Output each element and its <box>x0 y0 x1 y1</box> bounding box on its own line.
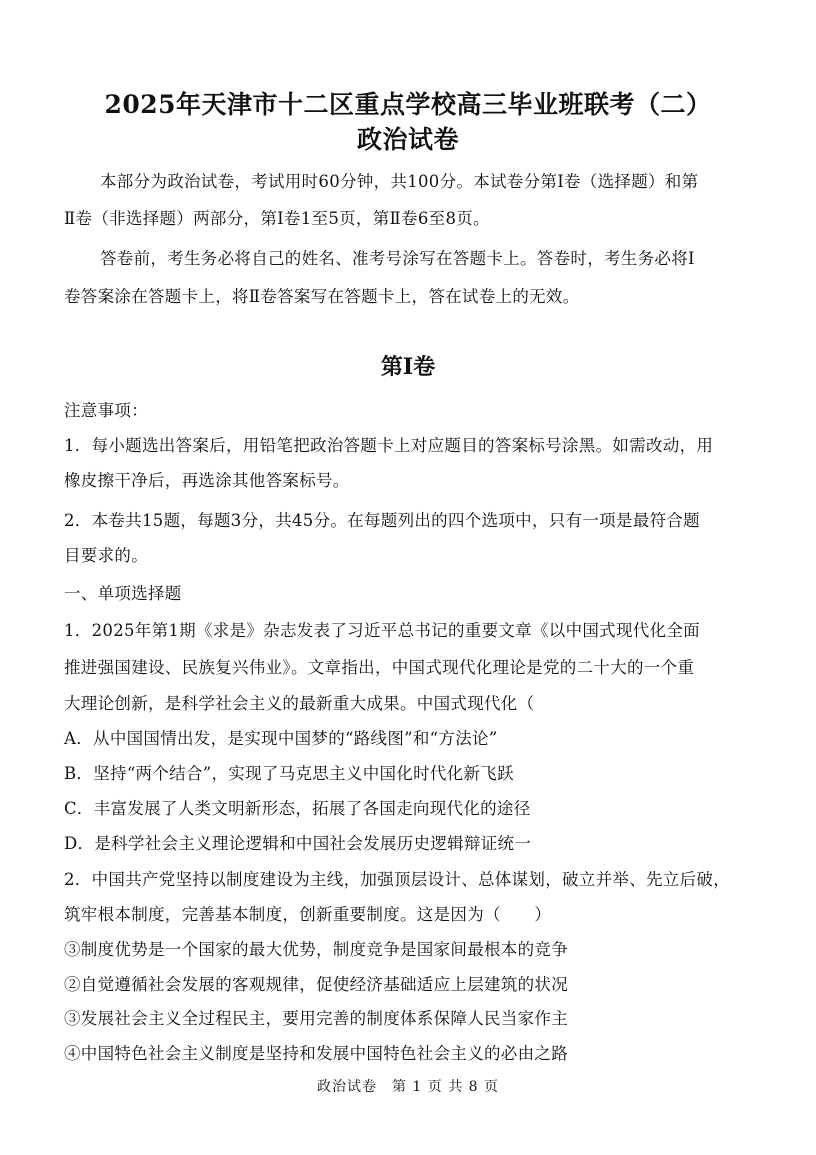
page-footer: 政治试卷 第 1 页 共 8 页 <box>316 1079 500 1095</box>
question-1-option-c: C．丰富发展了人类文明新形态，拓展了各国走向现代化的途径 <box>64 799 531 818</box>
notice-label: 注意事项： <box>64 401 148 420</box>
intro-line: 答卷前，考生务必将自己的姓名、准考号涂写在答题卡上。答卷时，考生务必将Ⅰ <box>100 249 695 268</box>
intro-line: 卷答案涂在答题卡上，将Ⅱ卷答案写在答题卡上，答在试卷上的无效。 <box>64 287 580 306</box>
question-2-option-3: ③发展社会主义全过程民主，要用完善的制度体系保障人民当家作主 <box>64 1009 568 1028</box>
section-title: 第Ⅰ卷 <box>380 354 436 380</box>
question-2-option-2: ②自觉遵循社会发展的客观规律，促使经济基础适应上层建筑的状况 <box>64 975 568 994</box>
notice-line: 目要求的。 <box>64 546 148 565</box>
question-1-option-a: A．从中国国情出发，是实现中国梦的“路线图”和“方法论” <box>64 729 498 748</box>
question-2-stem: 2．中国共产党坚持以制度建设为主线，加强顶层设计、总体谋划，破立并举、先立后破， <box>64 870 730 889</box>
intro-line: 本部分为政治试卷，考试用时60分钟，共100分。本试卷分第Ⅰ卷（选择题）和第 <box>100 172 699 191</box>
notice-line: 橡皮擦干净后，再选涂其他答案标号。 <box>64 471 350 490</box>
part-label: 一、单项选择题 <box>64 584 182 603</box>
question-2-option-1: ③制度优势是一个国家的最大优势，制度竞争是国家间最根本的竞争 <box>64 940 568 959</box>
question-1-stem: 1．2025年第1期《求是》杂志发表了习近平总书记的重要文章《以中国式现代化全面 <box>64 621 700 640</box>
question-1-option-d: D．是科学社会主义理论逻辑和中国社会发展历史逻辑辩证统一 <box>64 834 532 853</box>
page-subtitle: 政治试卷 <box>356 125 459 154</box>
question-1-stem: 大理论创新，是科学社会主义的最新重大成果。中国式现代化（ <box>64 694 535 713</box>
question-1-option-b: B．坚持“两个结合”，实现了马克思主义中国化时代化新飞跃 <box>64 764 514 783</box>
notice-line: 2．本卷共15题，每题3分，共45分。在每题列出的四个选项中，只有一项是最符合题 <box>64 511 700 530</box>
page-title: 2025年天津市十二区重点学校高三毕业班联考（二） <box>104 90 712 119</box>
question-1-stem: 推进强国建设、民族复兴伟业》。文章指出，中国式现代化理论是党的二十大的一个重 <box>64 658 695 677</box>
notice-line: 1．每小题选出答案后，用铅笔把政治答题卡上对应题目的答案标号涂黑。如需改动，用 <box>64 436 714 455</box>
question-2-option-4: ④中国特色社会主义制度是坚持和发展中国特色社会主义的必由之路 <box>64 1044 568 1063</box>
intro-line: Ⅱ卷（非选择题）两部分，第Ⅰ卷1至5页，第Ⅱ卷6至8页。 <box>64 209 490 228</box>
question-2-stem: 筑牢根本制度，完善基本制度，创新重要制度。这是因为（ ） <box>64 905 552 924</box>
